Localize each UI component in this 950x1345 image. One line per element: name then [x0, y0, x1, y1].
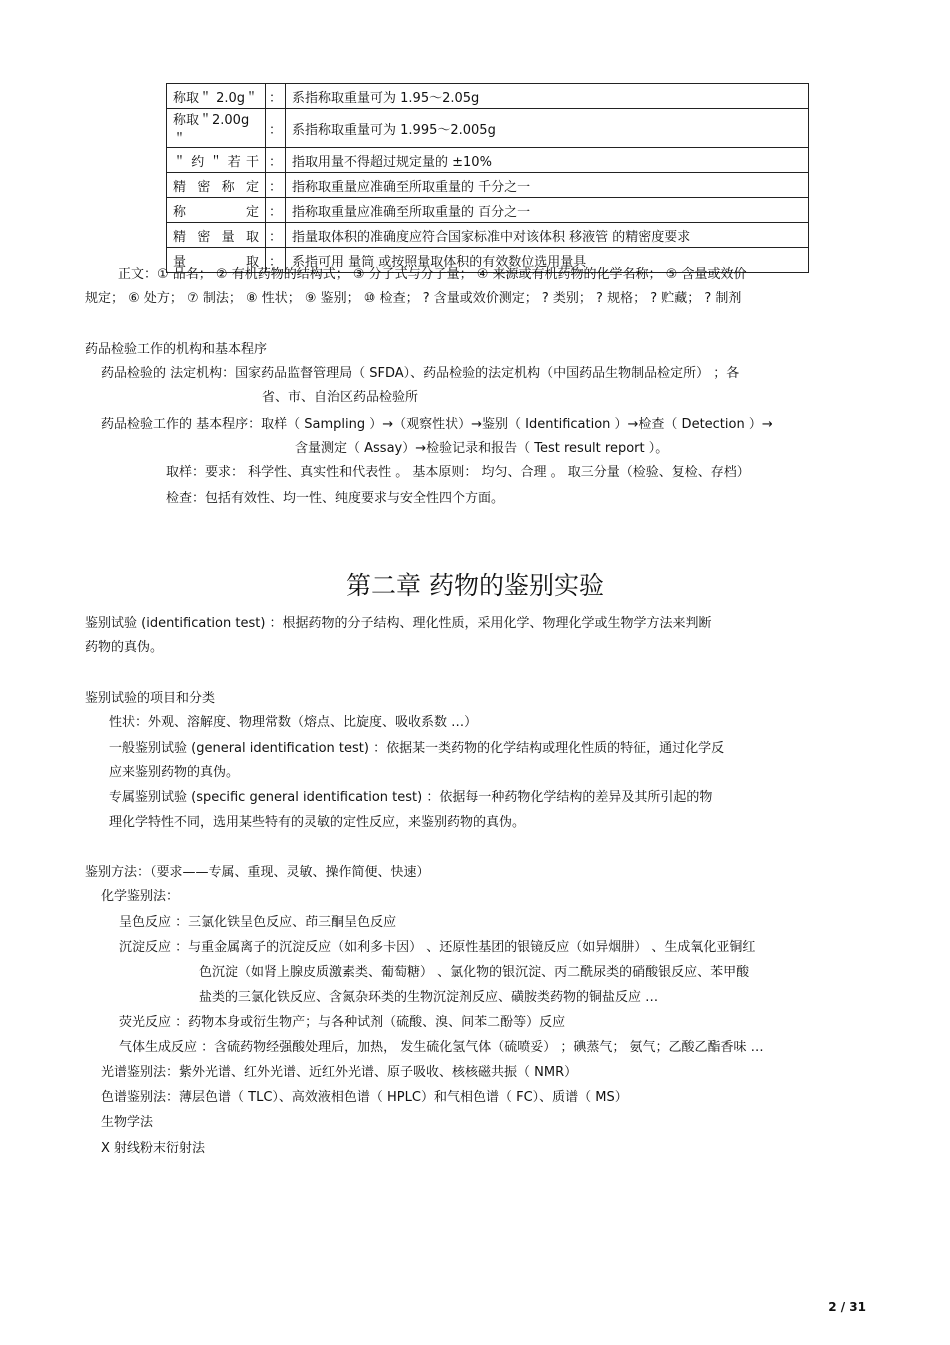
inspection-sampling: 取样：要求： 科学性、真实性和代表性 。 基本原则： 均匀、合理 。 取三分量（检验、复检、存档） [166, 465, 750, 480]
definition-desc: 指取用量不得超过规定量的 ±10% [292, 154, 492, 170]
inspection-heading: 药品检验工作的机构和基本程序 [85, 342, 268, 357]
definition-colon: ： [269, 90, 283, 106]
definition-desc: 指称取重量应准确至所取重量的 百分之一 [292, 204, 531, 220]
definition-colon: ： [269, 179, 283, 195]
ident-definition-line-2: 药物的真伪。 [85, 640, 164, 655]
definition-term: 量取 [173, 254, 259, 270]
methods-fluorescence: 荧光反应 ：药物本身或衍生物产；与各种试剂（硫酸、溴、间苯二酚等）反应 [119, 1015, 566, 1030]
definition-row [167, 223, 809, 248]
inspection-org-line-2: 省、市、自治区药品检验所 [262, 390, 419, 405]
zhengwen-line-1: 正文：① 品名； ② 有机药物的结构式； ③ 分子式与分子量； ④ 来源或有机药物的化学名称； ⑤ 含量或效价 [118, 267, 747, 282]
methods-spectral: 光谱鉴别法：紫外光谱、红外光谱、近红外光谱、原子吸收、核核磁共振（ NMR） [101, 1065, 578, 1080]
definition-row [167, 198, 809, 223]
methods-precipitation-line-3: 盐类的三氯化铁反应、含氮杂环类的生物沉淀剂反应、磺胺类药物的铜盐反应 … [199, 990, 659, 1005]
definition-row [167, 84, 809, 109]
methods-gas: 气体生成反应 ：含硫药物经强酸处理后，加热， 发生硫化氢气体（硫喷妥） ；碘蒸气； 氨气；乙酸乙酯香味 … [119, 1040, 764, 1055]
ident-xingzhuang: 性状：外观、溶解度、物理常数（熔点、比旋度、吸收系数 …） [109, 715, 478, 730]
inspection-org-line-1: 药品检验的 法定机构：国家药品监督管理局（ SFDA）、药品检验的法定机构（中国药品生物制品检定所） ；各 [101, 366, 740, 381]
ident-general-line-2: 应来鉴别药物的真伪。 [109, 765, 240, 780]
inspection-check: 检查：包括有效性、均一性、纯度要求与安全性四个方面。 [166, 491, 505, 506]
methods-chromatography: 色谱鉴别法：薄层色谱（ TLC）、高效液相色谱（ HPLC）和气相色谱（ FC）、质谱（ MS） [101, 1090, 628, 1105]
definition-term: 精密称定 [173, 179, 259, 195]
ident-specific-line-2: 理化学特性不同，选用某些特有的灵敏的定性反应，来鉴别药物的真伪。 [109, 815, 526, 830]
definition-desc: 系指称取重量可为 1.95～2.05g [292, 90, 480, 106]
methods-precipitation-line-1: 沉淀反应 ：与重金属离子的沉淀反应（如利多卡因） 、还原性基团的银镜反应（如异烟肼） 、生成氧化亚铜红 [119, 940, 756, 955]
definition-colon: ： [269, 122, 283, 138]
definition-colon: ： [269, 254, 283, 270]
methods-precipitation-line-2: 色沉淀（如肾上腺皮质激素类、葡萄糖） 、氯化物的银沉淀、丙二酰尿类的硝酸银反应、苯甲酸 [199, 965, 750, 980]
inspection-procedure-line-2: 含量测定（ Assay）→检验记录和报告（ Test result report ）。 [295, 441, 669, 456]
definition-term: 称取＂2.00g ＂ [173, 113, 250, 147]
chapter-title: 第二章 药物的鉴别实验 [346, 571, 604, 600]
definition-row [167, 148, 809, 173]
definition-colon: ： [269, 229, 283, 245]
definition-term: 称取＂ 2.0g＂ [173, 90, 259, 106]
definition-desc: 系指称取重量可为 1.995～2.005g [292, 122, 496, 138]
methods-biology: 生物学法 [101, 1115, 154, 1130]
methods-heading: 鉴别方法：（要求——专属、重现、灵敏、操作简便、快速） [85, 865, 430, 880]
inspection-procedure-line-1: 药品检验工作的 基本程序：取样（ Sampling ）→（观察性状）→鉴别（ Identification ）→检查（ Detection ）→ [101, 417, 773, 432]
ident-specific-line-1: 专属鉴别试验 (specific general identification test) ：依据每一种药物化学结构的差异及其所引起的物 [109, 790, 713, 805]
definition-term: 称定 [173, 204, 259, 220]
methods-chemical: 化学鉴别法： [101, 889, 180, 904]
definition-desc: 指称取重量应准确至所取重量的 千分之一 [292, 179, 531, 195]
definition-colon: ： [269, 154, 283, 170]
methods-color-reaction: 呈色反应 ：三氯化铁呈色反应、茚三酮呈色反应 [119, 915, 397, 930]
ident-definition-line-1: 鉴别试验 (identification test) ：根据药物的分子结构、理化性质，采用化学、物理化学或生物学方法来判断 [85, 616, 712, 631]
page-number: 2 / 31 [828, 1300, 866, 1314]
definition-term: ＂约＂若干 [173, 154, 259, 170]
definition-term: 精密量取 [173, 229, 259, 245]
definition-row [167, 109, 809, 148]
definitions-table [166, 83, 809, 273]
methods-xray: X 射线粉末衍射法 [101, 1141, 206, 1156]
definition-colon: ： [269, 204, 283, 220]
zhengwen-line-2: 规定； ⑥ 处方； ⑦ 制法； ⑧ 性状； ⑨ 鉴别； ⑩ 检查； ? 含量或效价测定； ? 类别； ? 规格； ? 贮藏； ? 制剂 [85, 291, 742, 306]
definition-desc: 系指可用 量筒 或按照量取体积的有效数位选用量具 [292, 254, 587, 270]
ident-general-line-1: 一般鉴别试验 (general identification test) ：依据某一类药物的化学结构或理化性质的特征，通过化学反 [109, 741, 725, 756]
ident-items-heading: 鉴别试验的项目和分类 [85, 691, 216, 706]
definition-desc: 指量取体积的准确度应符合国家标准中对该体积 移液管 的精密度要求 [292, 229, 691, 245]
definition-row [167, 173, 809, 198]
